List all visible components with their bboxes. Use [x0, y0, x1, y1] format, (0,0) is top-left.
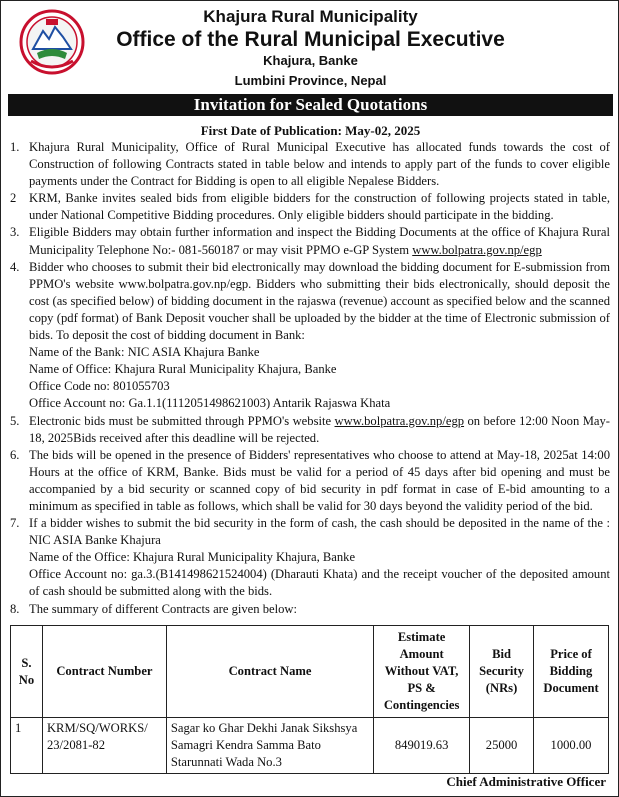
office-name-line: Name of Office: Khajura Rural Municipality Khajura, Banke [29, 362, 337, 377]
table-cell: Sagar ko Ghar Dekhi Janak Sikshsya Samagri Kendra Samma Bato Starunnati Wada No.3 [166, 718, 373, 774]
table-cell: 25000 [470, 718, 534, 774]
table-cell: KRM/SQ/WORKS/ 23/2081-82 [42, 718, 166, 774]
table-cell: 849019.63 [374, 718, 470, 774]
column-header: Bid Security (NRs) [470, 626, 534, 718]
list-item: 3. Eligible Bidders may obtain further information and inspect the Bidding Documents at the office of Khajura Rural Municipality Telephone No:- 081-560187 or may visit PPMO e-GP System www.bolpatra.gov.np/egp [10, 225, 610, 257]
egp-link[interactable]: www.bolpatra.gov.np/egp [412, 242, 542, 257]
column-header: Price of Bidding Document [534, 626, 609, 718]
signature-title: Chief Administrative Officer [446, 774, 606, 789]
office-name-line: Name of the Office: Khajura Rural Municipality Khajura, Banke [29, 550, 356, 565]
office-location: Khajura, Banke [263, 53, 358, 68]
province: Lumbini Province, Nepal [234, 73, 387, 88]
list-item: 4. Bidder who chooses to submit their bid electronically may download the bidding document for E-submission from PPMO's website www.bolpatra.gov.np/egp. Bidders who submitting their bids electronically, should deposit the cost (as specified below) of bidding document in the rajaswa (revenue) account as specified below and the scanned copy (pdf format) of Bank Deposit voucher shall be uploaded by the bidder at the time of Electronic submission of bids. To deposit the cost of bidding document in Bank: Name of the Bank: NIC ASIA Khajura Banke Name of Office: Khajura Rural Municipality Khajura, Banke Office Code no: 801055703 Office Account no: Ga.1.1(1112051498621003) Antarik Rajaswa Khata [10, 259, 610, 413]
contracts-table [10, 625, 609, 774]
table-header-row [11, 626, 609, 718]
office-name: Office of the Rural Municipal Executive [116, 28, 505, 51]
list-item: 6. The bids will be opened in the presence of Bidders' representatives who choose to attend at May-18, 2025at 14:00 Hours at the office of KRM, Banke. Bids must be valid for a period of 45 days after bid opening and must be accompanied by a bid security or scanned copy of bid security in pdf format in case of E-bid amounting to a minimum as specified in table as follows, which shall be valid for 30 days beyond the validity period of the bid. [10, 447, 610, 513]
publication-date: First Date of Publication: May-02, 2025 [200, 123, 421, 138]
column-header: S. No [11, 626, 43, 718]
table-cell: 1000.00 [534, 718, 609, 774]
column-header: Contract Name [166, 626, 373, 718]
office-account: Office Account no: Ga.1.1(1112051498621003) Antarik Rajaswa Khata [29, 396, 391, 411]
list-item: 7. If a bidder wishes to submit the bid security in the form of cash, the cash should be deposited in the name of the : NIC ASIA Banke Khajura Name of the Office: Khajura Rural Municipality Khajura, Banke Office Account no: ga.3.(B141498621524004) (Dharauti Khata) and the receipt voucher of the deposited amount of cash should be submitted along with the bids. [10, 515, 610, 600]
column-header: Contract Number [42, 626, 166, 718]
list-item: 8. The summary of different Contracts are given below: [10, 601, 297, 616]
list-item: 1. Khajura Rural Municipality, Office of Rural Municipal Executive has allocated funds towards the cost of Construction of following Contracts stated in table below and intends to apply part of the funds to cover eligible payments under the Contract for Bidding is open to all eligible Nepalese Bidders. [10, 140, 610, 189]
municipality-name: Khajura Rural Municipality [203, 7, 418, 26]
table-row [11, 718, 609, 774]
egp-link[interactable]: www.bolpatra.gov.np/egp [334, 413, 465, 428]
office-code: Office Code no: 801055703 [29, 379, 170, 394]
bank-name: Name of the Bank: NIC ASIA Khajura Banke [29, 345, 260, 360]
list-item: 2 KRM, Banke invites sealed bids from eligible bidders for the construction of following projects stated in table, under National Competitive Bidding procedures. Only eligible bidders should participate in the bidding. [10, 191, 610, 223]
office-account: Office Account no: ga.3.(B141498621524004) (Dharauti Khata) and the receipt voucher of the deposited amount of cash should be submitted along with the bids. [29, 567, 610, 599]
notice-title: Invitation for Sealed Quotations [8, 94, 613, 116]
notice-body [10, 139, 610, 618]
list-item: 5. Electronic bids must be submitted through PPMO's website www.bolpatra.gov.np/egp on before 12:00 Noon May-18, 2025Bids received after this deadline will be rejected. [10, 413, 610, 445]
column-header: Estimate Amount Without VAT, PS & Contingencies [374, 626, 470, 718]
table-cell: 1 [11, 718, 43, 774]
